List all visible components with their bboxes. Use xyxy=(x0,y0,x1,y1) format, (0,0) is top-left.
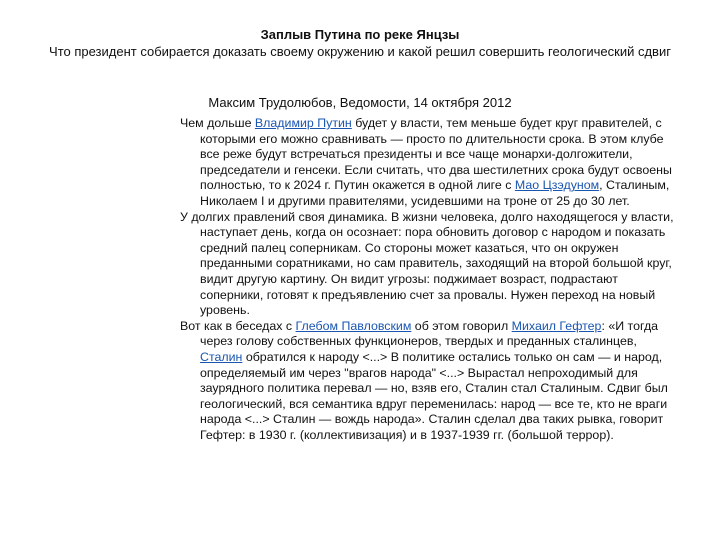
text-segment: У долгих правлений своя динамика. В жизни человека, долго находящегося у власти, наступает день, когда он осознает: пора обновить договор с народом и показать средний палец соперникам. Со стороны может казаться, что он окружен преданными соратниками, но сам правитель, заходящий на второй большой круг, видит другую картину. Он видит угрозы: поджимает возраст, подрастают соперники, готовят к предъявлению счет за провалы. Нужен переход на новый уровень. xyxy=(180,209,674,318)
text-segment: будет у власти, тем меньше будет круг правителей, с которыми его можно сравнивать — просто по длительности срока. В этом клубе все реже будут встречаться президенты и все чаще монархи-долгожители, председатели и генсеки. Если считать, что два шестилетних срока будут освоены полностью, то к 2024 г. Путин окажется в одной лиге с xyxy=(200,116,672,193)
paragraph-3 xyxy=(180,319,675,444)
article-title: Заплыв Путина по реке Янцзы xyxy=(260,27,460,42)
link-mikhail-gefter[interactable]: Михаил Гефтер xyxy=(511,318,602,333)
text-segment: об этом говорил xyxy=(411,318,512,333)
article-byline: Максим Трудолюбов, Ведомости, 14 октября 2012 xyxy=(208,95,512,110)
text-segment: : «И тогда через голову собственных функционеров, твердых и преданных сталинцев, xyxy=(200,318,659,349)
link-stalin[interactable]: Сталин xyxy=(200,349,243,364)
paragraph-2 xyxy=(180,210,675,319)
text-segment: Чем дольше xyxy=(180,116,255,130)
link-vladimir-putin[interactable]: Владимир Путин xyxy=(254,116,352,130)
link-mao-zedong[interactable]: Мао Цзэдуном xyxy=(514,178,600,193)
link-gleb-pavlovsky[interactable]: Глебом Павловским xyxy=(295,318,412,333)
text-segment: , Сталиным, Николаем I и другими правителями, усидевшими на троне от 25 до 30 лет. xyxy=(200,178,670,208)
text-segment: обратился к народу <...> В политике остались только он сам — и народ, определяемый им через "врагов народа" <...> Вырастал непроходимый для заурядного политика перевал — но, взяв его, Сталин стал Сталиным. Сдвиг был геологический, вся семантика вдруг переменилась: народ — все те, кто не враги народа <...> Сталин — вождь народа». Сталин сделал два таких рывка, говорит Гефтер: в 1930 г. (коллективизация) и в 1937-1939 гг. (большой террор). xyxy=(200,349,668,442)
text-segment: Вот как в беседах с xyxy=(180,318,296,333)
paragraph-1 xyxy=(180,116,675,210)
article-body xyxy=(180,116,675,443)
article-subtitle: Что президент собирается доказать своему окружению и какой решил совершить геологический сдвиг xyxy=(49,44,671,59)
